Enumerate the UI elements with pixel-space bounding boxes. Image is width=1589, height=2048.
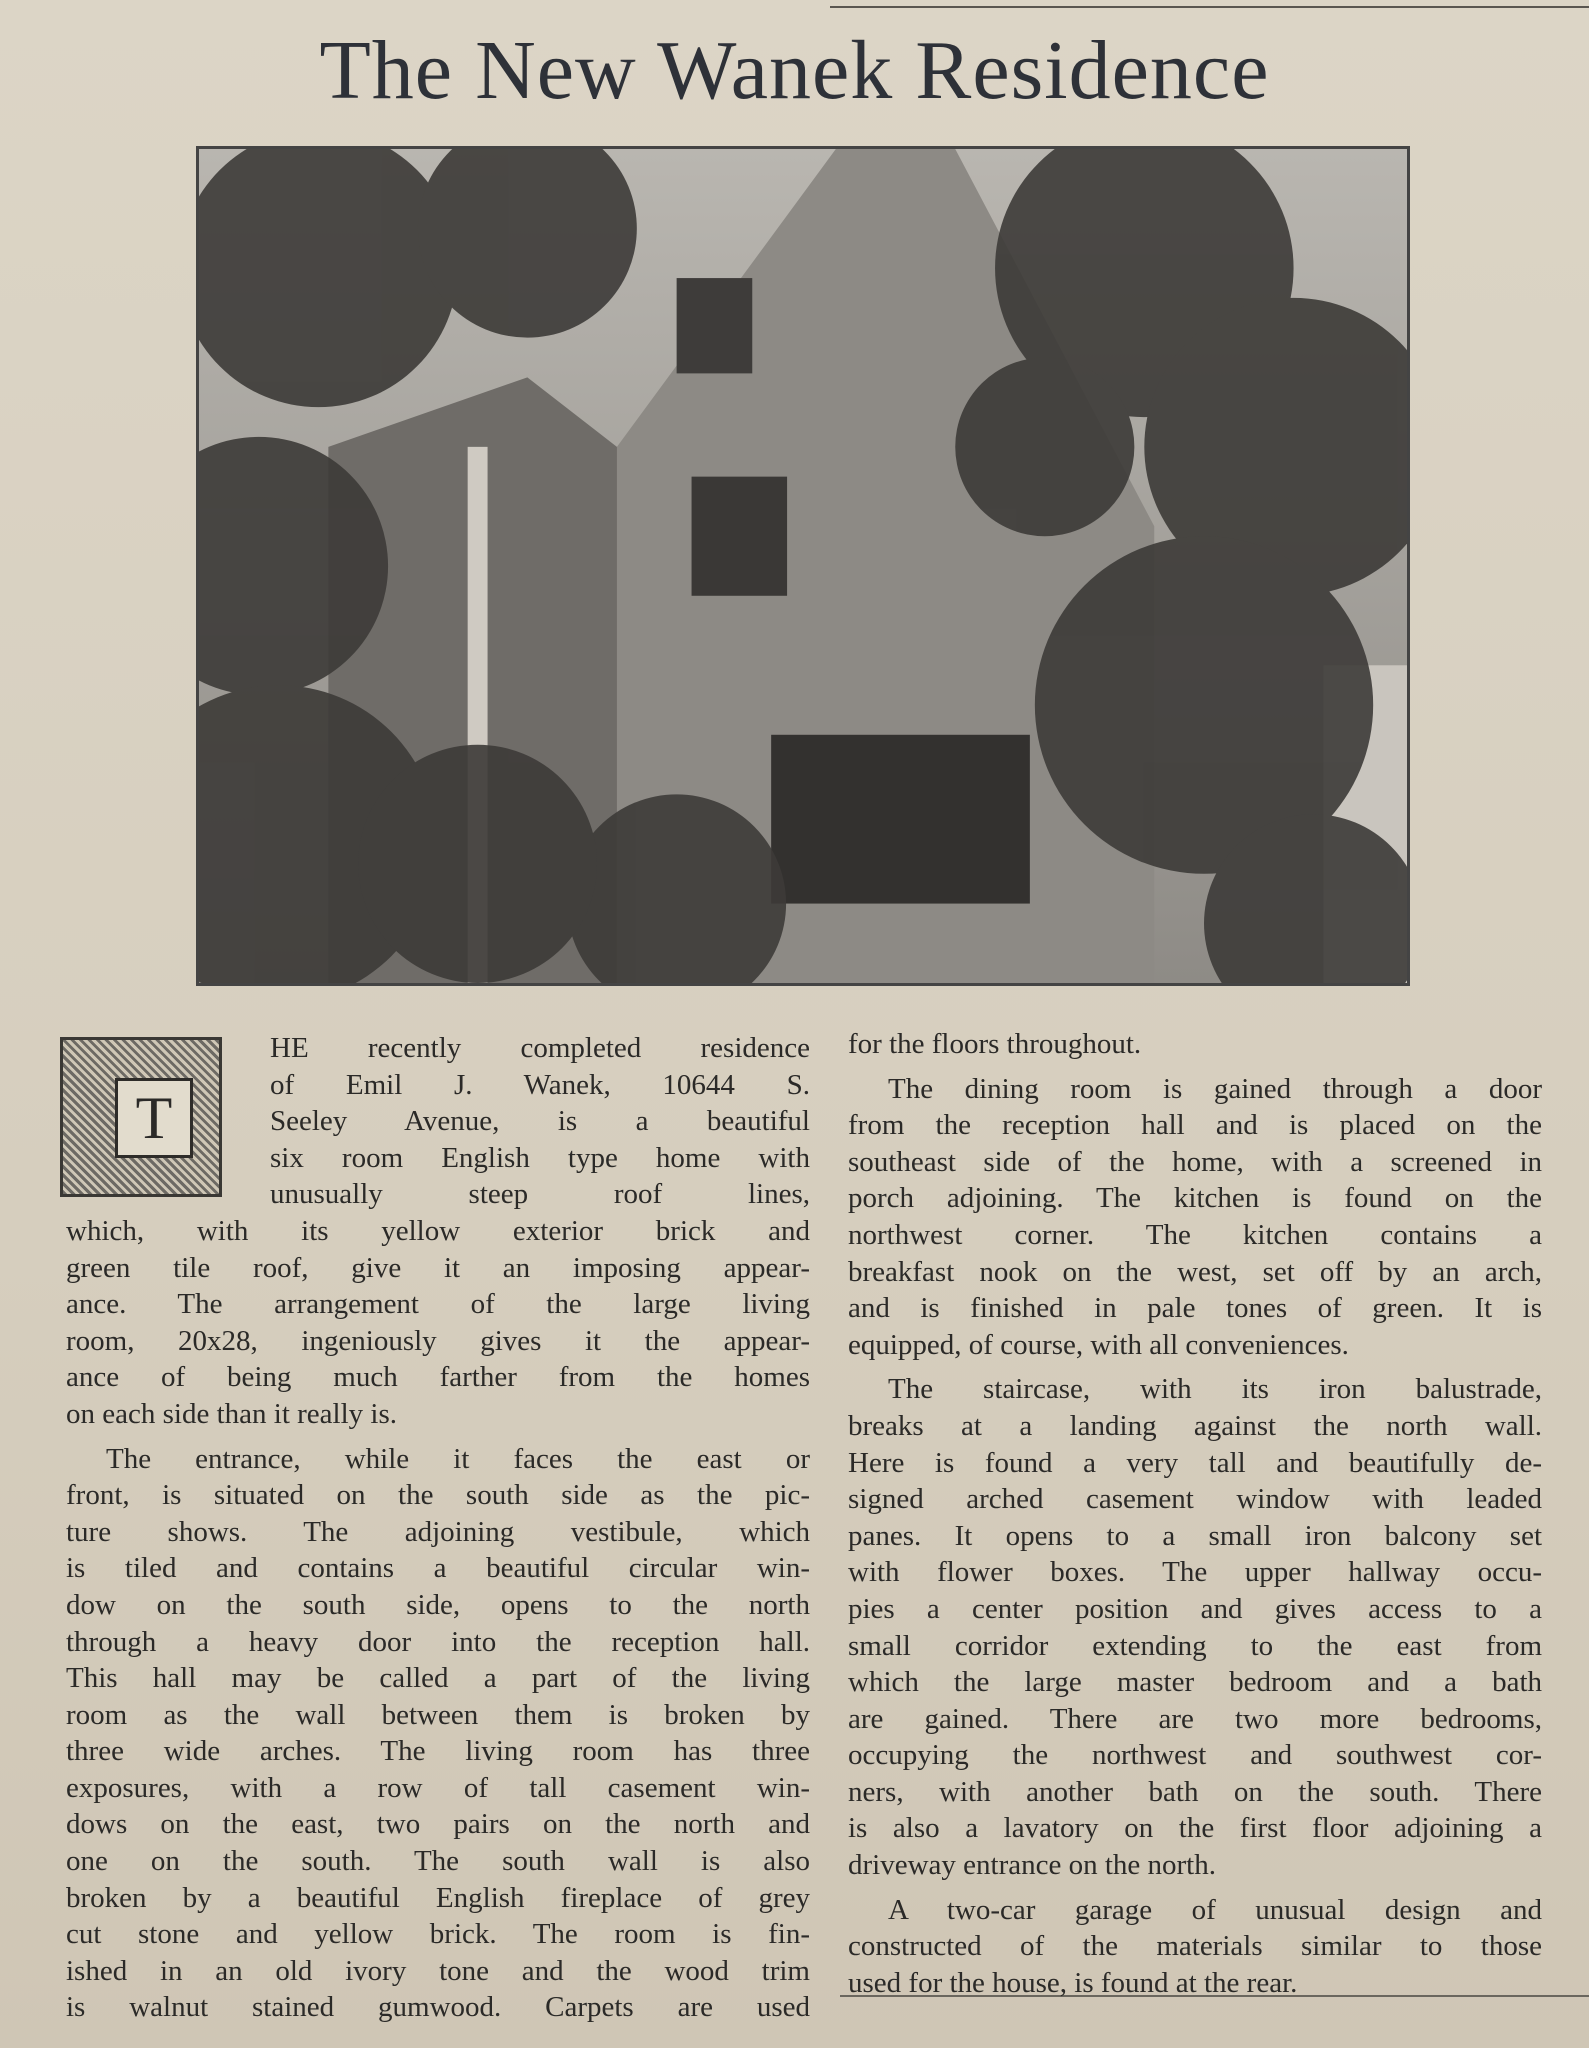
text-line: on each side than it really is. <box>66 1397 397 1430</box>
text-line: is tiled and contains a beautiful circular win- <box>66 1552 810 1585</box>
text-line: six room English type home with <box>270 1141 810 1174</box>
top-rule <box>830 6 1589 8</box>
text-line: and is finished in pale tones of green. It is <box>848 1292 1542 1325</box>
text-line: is walnut stained gumwood. Carpets are used <box>66 1991 810 2024</box>
left-text-column <box>66 1030 810 2034</box>
text-line: are gained. There are two more bedrooms, <box>848 1702 1542 1735</box>
text-line: Here is found a very tall and beautifully de- <box>848 1446 1542 1479</box>
text-line: panes. It opens to a small iron balcony set <box>848 1519 1542 1552</box>
text-line: which, with its yellow exterior brick and <box>66 1214 810 1247</box>
text-line: green tile roof, give it an imposing appear- <box>66 1251 810 1284</box>
text-line: is also a lavatory on the first floor adjoining a <box>848 1812 1542 1845</box>
drop-cap-letter: T <box>115 1078 193 1158</box>
text-line: breakfast nook on the west, set off by an arch, <box>848 1255 1542 1288</box>
text-line: The dining room is gained through a door <box>888 1072 1542 1105</box>
text-line: southeast side of the home, with a screened in <box>848 1145 1542 1178</box>
text-line: exposures, with a row of tall casement win- <box>66 1771 810 1804</box>
text-line: used for the house, is found at the rear. <box>848 1966 1298 1999</box>
text-line: which the large master bedroom and a bath <box>848 1666 1542 1699</box>
text-line: ners, with another bath on the south. There <box>848 1775 1542 1808</box>
text-line: ished in an old ivory tone and the wood trim <box>66 1954 810 1987</box>
text-line: through a heavy door into the reception hall. <box>66 1625 810 1658</box>
text-line: unusually steep roof lines, <box>270 1178 810 1211</box>
paragraph <box>66 1441 810 2027</box>
text-line: room as the wall between them is broken by <box>66 1698 810 1731</box>
text-line: The staircase, with its iron balustrade, <box>888 1373 1542 1406</box>
text-line: from the reception hall and is placed on the <box>848 1109 1542 1142</box>
text-line: room, 20x28, ingeniously gives it the appear- <box>66 1324 810 1357</box>
text-line: cut stone and yellow brick. The room is fin- <box>66 1918 810 1951</box>
paragraph <box>848 1371 1542 1883</box>
text-line: with flower boxes. The upper hallway occu- <box>848 1556 1542 1589</box>
text-line: dow on the south side, opens to the north <box>66 1588 810 1621</box>
text-line: broken by a beautiful English fireplace of grey <box>66 1881 810 1914</box>
paragraph <box>66 1030 810 1213</box>
text-line: This hall may be called a part of the living <box>66 1662 810 1695</box>
text-line: pies a center position and gives access to a <box>848 1592 1542 1625</box>
text-line: porch adjoining. The kitchen is found on the <box>848 1182 1542 1215</box>
text-line: occupying the northwest and southwest cor- <box>848 1739 1542 1772</box>
text-line: constructed of the materials similar to those <box>848 1930 1542 1963</box>
text-line: ance. The arrangement of the large living <box>66 1288 810 1321</box>
text-line: HE recently completed residence <box>270 1032 810 1064</box>
text-line: three wide arches. The living room has three <box>66 1735 810 1768</box>
text-line: A two-car garage of unusual design and <box>888 1893 1542 1926</box>
text-line: small corridor extending to the east from <box>848 1629 1542 1662</box>
text-line: ance of being much farther from the homes <box>66 1361 810 1394</box>
text-line: for the floors throughout. <box>848 1028 1142 1060</box>
paragraph <box>66 1213 810 1433</box>
text-line: northwest corner. The kitchen contains a <box>848 1218 1542 1251</box>
right-text-column <box>848 1026 1542 2009</box>
text-line: of Emil J. Wanek, 10644 S. <box>270 1068 810 1101</box>
text-line: dows on the east, two pairs on the north and <box>66 1808 810 1841</box>
text-line: breaks at a landing against the north wall. <box>848 1409 1542 1442</box>
text-line: ture shows. The adjoining vestibule, which <box>66 1515 810 1548</box>
text-line: Seeley Avenue, is a beautiful <box>270 1105 810 1138</box>
text-line: equipped, of course, with all conveniences. <box>848 1328 1349 1361</box>
text-line: front, is situated on the south side as the pic- <box>66 1479 810 1512</box>
article-title: The New Wanek Residence <box>319 24 1270 117</box>
text-line: one on the south. The south wall is also <box>66 1845 810 1878</box>
text-line: The entrance, while it faces the east or <box>106 1442 810 1475</box>
paragraph <box>848 1071 1542 1364</box>
house-photo <box>196 146 1410 986</box>
paragraph <box>848 1892 1542 2002</box>
paragraph <box>848 1026 1542 1063</box>
text-line: driveway entrance on the north. <box>848 1849 1216 1882</box>
text-line: signed arched casement window with leaded <box>848 1483 1542 1516</box>
